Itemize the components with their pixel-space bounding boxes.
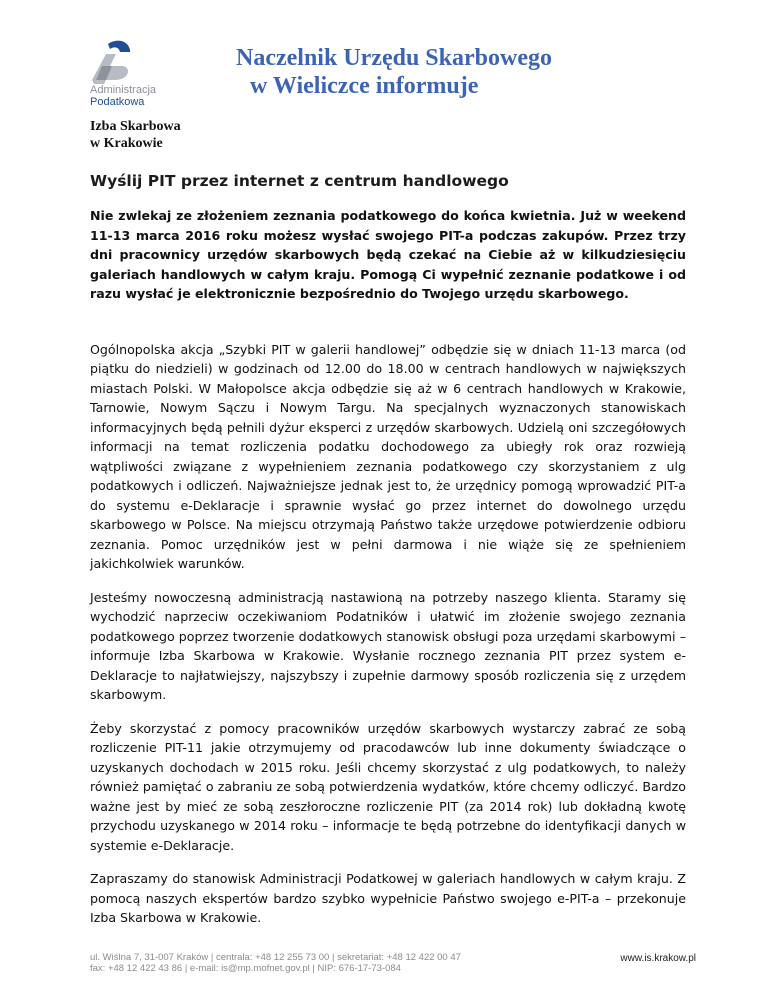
chamber-line-1: Izba Skarbowa xyxy=(90,119,181,134)
logo-text xyxy=(90,84,156,108)
body-paragraph-3: Żeby skorzystać z pomocy pracowników urzędów skarbowych wystarczy zabrać ze sobą rozliczenie PIT-11 jakie otrzymujemy od pracodawców lub inne dokumenty świadczące o uzyskanych dochodach w 2015 roku. Jeśli chcemy skorzystać z ulg podatkowych, to należy również pamiętać o zabraniu ze sobą potwierdzenia wydatków, które chcemy odliczyć. Bardzo ważne jest by mieć ze sobą zeszłoroczne rozliczenie PIT (za 2014 rok) lub dokładną kwotę przychodu uzyskanego w 2014 roku – informacje te będą potrzebne do identyfikacji danych w systemie e-Deklaracje. xyxy=(90,720,686,853)
chamber-line-2: w Krakowie xyxy=(90,136,163,151)
page-header-title xyxy=(236,44,552,100)
logo-line-2: Podatkowa xyxy=(90,96,145,108)
body-paragraph-1: Ogólnopolska akcja „Szybki PIT w galerii handlowej” odbędzie się w dniach 11-13 marca (od piątku do niedzieli) w godzinach od 12.00 do 18.00 w centrach handlowych w największych miastach Polski. W Małopolsce akcja odbędzie się aż w 6 centrach handlowych w Krakowie, Tarnowie, Nowym Sączu i Nowym Targu. Na specjalnych wyznaczonych stanowiskach informacyjnych będą pełnili dyżur eksperci z urzędów skarbowych. Udzielą oni szczegółowych informacji na temat rozliczenia podatku dochodowego za ubiegły rok oraz rozwieją wątpliwości związane z wypełnieniem zeznania podatkowego czy skorzystaniem z ulg podatkowych i odliczeń. Najważniejsze jednak jest to, że urzędnicy pomogą wprowadzić PIT-a do systemu e-Deklaracje i sprawnie wysłać go przez internet do dowolnego urzędu skarbowego w Polsce. Na miejscu otrzymają Państwo także urzędowe potwierdzenie odbioru zeznania. Pomoc urzędników jest w pełni darmowa i nie wiąże się ze spełnieniem jakichkolwiek warunków. xyxy=(90,341,686,571)
header-line-2: w Wieliczce informuje xyxy=(250,73,479,99)
chamber-name xyxy=(90,118,181,152)
footer-address-line: ul. Wiślna 7, 31-007 Kraków | centrala: +48 12 255 73 00 | sekretariat: +48 12 422 00 47 xyxy=(90,952,461,963)
body-paragraph-2: Jesteśmy nowoczesną administracją nastawioną na potrzeby naszego klienta. Staramy się wychodzić naprzeciw oczekiwaniom Podatników i ułatwić im złożenie swojego zeznania podatkowego poprzez tworzenie dodatkowych stanowisk obsługi poza urzędami skarbowymi – informuje Izba Skarbowa w Krakowie. Wysłanie rocznego zeznania PIT przez system e-Deklaracje to najłatwiejszy, najszybszy i zupełnie darmowy sposób rozliczenia się z urzędem skarbowym. xyxy=(90,589,686,702)
logo-line-1: Administracja xyxy=(90,84,157,96)
article-title: Wyślij PIT przez internet z centrum handlowego xyxy=(90,172,509,190)
header-line-1: Naczelnik Urzędu Skarbowego xyxy=(236,45,552,71)
body-paragraph-4: Zapraszamy do stanowisk Administracji Podatkowej w galeriach handlowych w całym kraju. Z pomocą naszych ekspertów bardzo szybko wypełnicie Państwo swojego e-PIT-a – przekonuje Izba Skarbowa w Krakowie. xyxy=(90,871,686,925)
footer-contact-line: fax: +48 12 422 43 86 | e-mail: is@mp.mofnet.gov.pl | NIP: 676-17-73-084 xyxy=(90,963,401,974)
footer-contact xyxy=(90,952,461,974)
article-body xyxy=(90,206,686,942)
footer-website: www.is.krakow.pl xyxy=(620,953,696,964)
lead-paragraph: Nie zwlekaj ze złożeniem zeznania podatkowego do końca kwietnia. Już w weekend 11-13 marca 2016 roku możesz wysłać swojego PIT-a podczas zakupów. Przez trzy dni pracownicy urzędów skarbowych będą czekać na Ciebie aż w kilkudziesięciu galeriach handlowych w całym kraju. Pomogą Ci wypełnić zeznanie podatkowe i od razu wysłać je elektronicznie bezpośrednio do Twojego urzędu skarbowego. xyxy=(90,208,686,301)
